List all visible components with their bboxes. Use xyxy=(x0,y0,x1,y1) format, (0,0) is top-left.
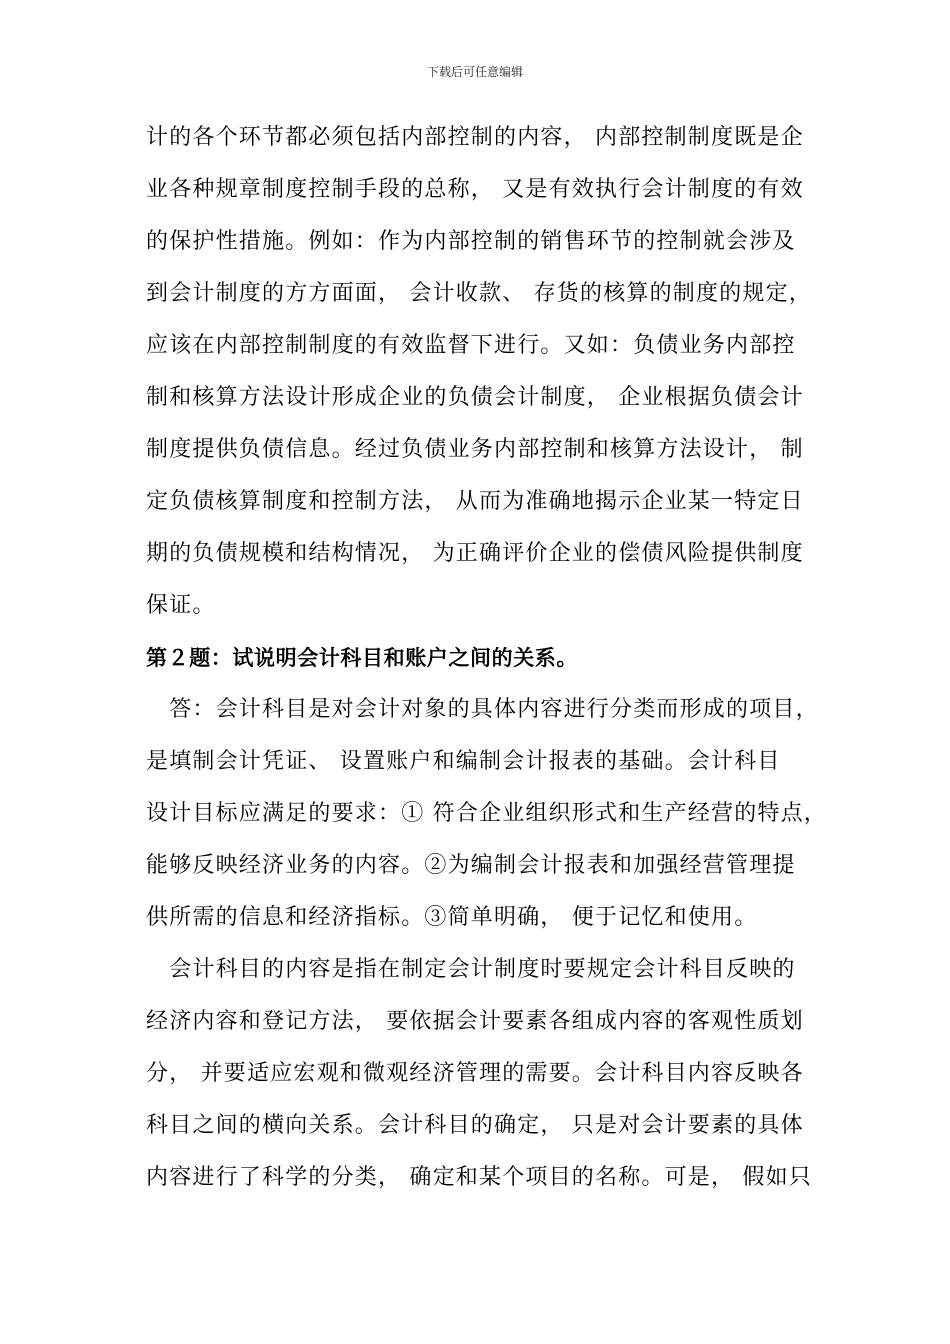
text-line: 制和核算方法设计形成企业的负债会计制度， 企业根据负债会计 xyxy=(146,385,804,410)
paragraph-answer xyxy=(146,684,827,944)
text-line: 制度提供负债信息。经过负债业务内部控制和核算方法设计， 制 xyxy=(146,437,804,462)
text-line: 经济内容和登记方法， 要依据会计要素各组成内容的客观性质划 xyxy=(146,1009,804,1034)
text-line: 是填制会计凭证、 设置账户和编制会计报表的基础。会计科目 xyxy=(146,749,781,774)
page-header: 下载后可任意编辑 xyxy=(426,65,523,79)
paragraph-internal-control xyxy=(146,112,816,632)
text-line: 保证。 xyxy=(146,593,216,618)
text-line: 期的负债规模和结构情况， 为正确评价企业的偿债风险提供制度 xyxy=(146,541,804,566)
text-line: 计的各个环节都必须包括内部控制的内容， 内部控制制度既是企 xyxy=(146,125,804,150)
text-line: 应该在内部控制制度的有效监督下进行。又如：负债业务内部控 xyxy=(146,333,796,358)
text-line: 到会计制度的方方面面， 会计收款、 存货的核算的制度的规定， xyxy=(146,281,812,306)
text-line: 供所需的信息和经济指标。③简单明确， 便于记忆和使用。 xyxy=(146,905,758,930)
document-body xyxy=(146,112,827,1204)
text-line: 答：会计科目是对会计对象的具体内容进行分类而形成的项目， xyxy=(146,697,819,722)
question-2-heading: 第２题：试说明会计科目和账户之间的关系。 xyxy=(146,646,578,670)
text-line: 会计科目的内容是指在制定会计制度时要规定会计科目反映的 xyxy=(146,957,796,982)
text-line: 设计目标应满足的要求：① 符合企业组织形式和生产经营的特点， xyxy=(146,801,827,826)
text-line: 科目之间的横向关系。会计科目的确定， 只是对会计要素的具体 xyxy=(146,1113,804,1138)
text-line: 分， 并要适应宏观和微观经济管理的需要。会计科目内容反映各 xyxy=(146,1061,804,1086)
text-line: 业各种规章制度控制手段的总称， 又是有效执行会计制度的有效 xyxy=(146,177,804,202)
text-line: 能够反映经济业务的内容。②为编制会计报表和加强经营管理提 xyxy=(146,853,796,878)
text-line: 定负债核算制度和控制方法， 从而为准确地揭示企业某一特定日 xyxy=(146,489,804,514)
paragraph-account-content xyxy=(146,944,816,1204)
text-line: 的保护性措施。例如：作为内部控制的销售环节的控制就会涉及 xyxy=(146,229,796,254)
text-line: 内容进行了科学的分类， 确定和某个项目的名称。可是， 假如只 xyxy=(146,1165,812,1190)
